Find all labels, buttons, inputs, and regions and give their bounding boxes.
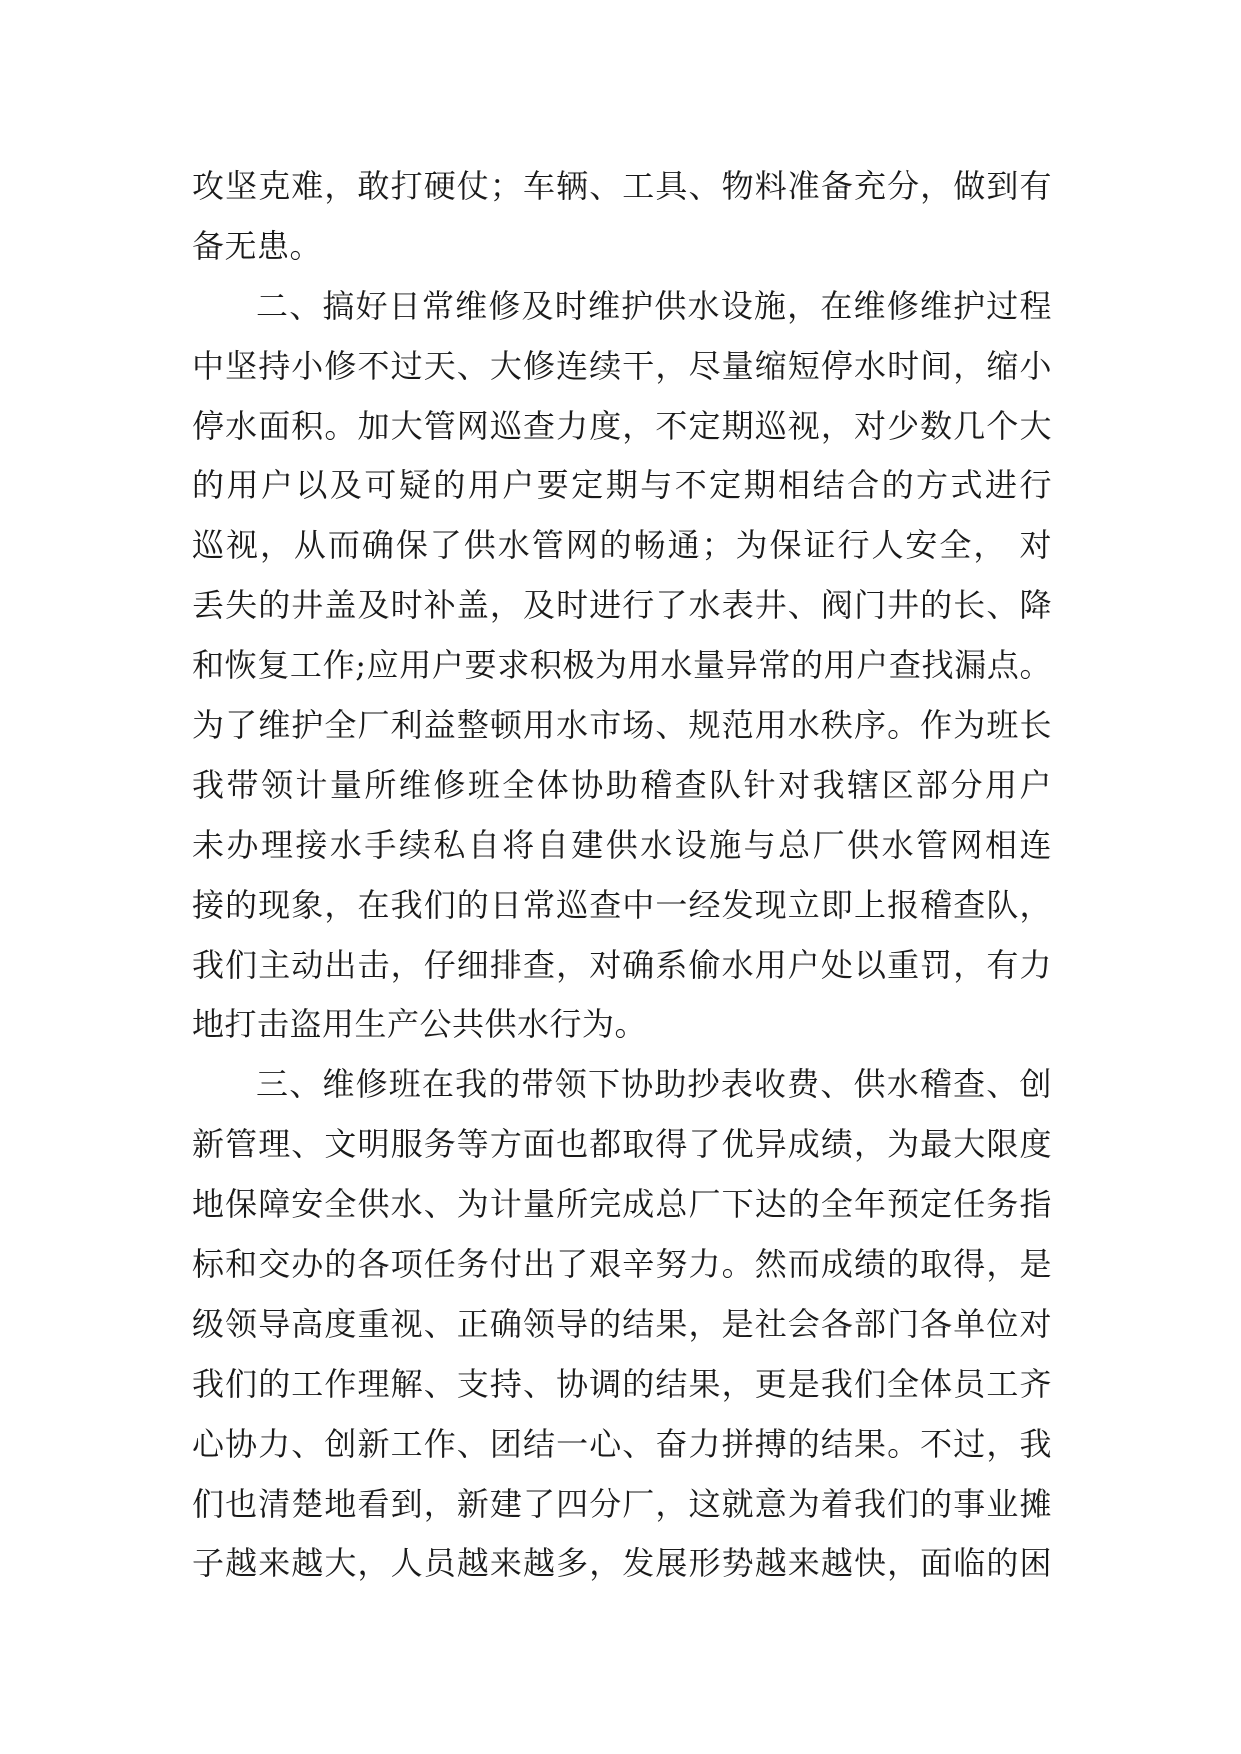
text-line: 们也清楚地看到，新建了四分厂，这就意为着我们的事业摊 (192, 1484, 1052, 1523)
text-line: 为了维护全厂利益整顿用水市场、规范用水秩序。作为班长 (192, 706, 1052, 745)
text-line: 新管理、文明服务等方面也都取得了优异成绩，为最大限度 (192, 1125, 1052, 1164)
text-line: 我们主动出击，仔细排查，对确系偷水用户处以重罚，有力 (192, 945, 1052, 984)
text-line: 三、维修班在我的带领下协助抄表收费、供水稽查、创 (256, 1065, 1052, 1104)
text-line: 标和交办的各项任务付出了艰辛努力。然而成绩的取得，是 (192, 1245, 1052, 1284)
text-line: 我带领计量所维修班全体协助稽查队针对我辖区部分用户 (192, 765, 1052, 804)
text-line: 攻坚克难，敢打硬仗；车辆、工具、物料准备充分，做到有 (192, 167, 1052, 205)
text-line: 巡视，从而确保了供水管网的畅通；为保证行人安全， 对 (192, 526, 1052, 565)
document-body (192, 157, 1052, 1594)
text-line: 中坚持小修不过天、大修连续干，尽量缩短停水时间，缩小 (192, 346, 1052, 385)
text-line: 接的现象，在我们的日常巡查中一经发现立即上报稽查队， (192, 885, 1052, 924)
text-line: 未办理接水手续私自将自建供水设施与总厂供水管网相连 (192, 825, 1052, 864)
text-line: 子越来越大，人员越来越多，发展形势越来越快，面临的困 (192, 1544, 1052, 1583)
text-line: 的用户以及可疑的用户要定期与不定期相结合的方式进行 (192, 466, 1052, 505)
text-line: 地打击盗用生产公共供水行为。 (192, 1005, 648, 1044)
text-line: 丢失的井盖及时补盖，及时进行了水表井、阀门井的长、降 (192, 586, 1052, 625)
text-line: 和恢复工作;应用户要求积极为用水量异常的用户查找漏点。 (192, 646, 1052, 685)
text-line: 级领导高度重视、正确领导的结果，是社会各部门各单位对 (192, 1304, 1052, 1343)
text-line: 停水面积。加大管网巡查力度，不定期巡视，对少数几个大 (192, 406, 1052, 445)
text-line: 二、搞好日常维修及时维护供水设施，在维修维护过程 (256, 286, 1052, 325)
text-line: 我们的工作理解、支持、协调的结果，更是我们全体员工齐 (192, 1364, 1052, 1403)
text-line: 地保障安全供水、为计量所完成总厂下达的全年预定任务指 (192, 1185, 1052, 1224)
text-line: 心协力、创新工作、团结一心、奋力拼搏的结果。不过，我 (192, 1424, 1052, 1463)
text-line: 备无患。 (192, 226, 323, 265)
